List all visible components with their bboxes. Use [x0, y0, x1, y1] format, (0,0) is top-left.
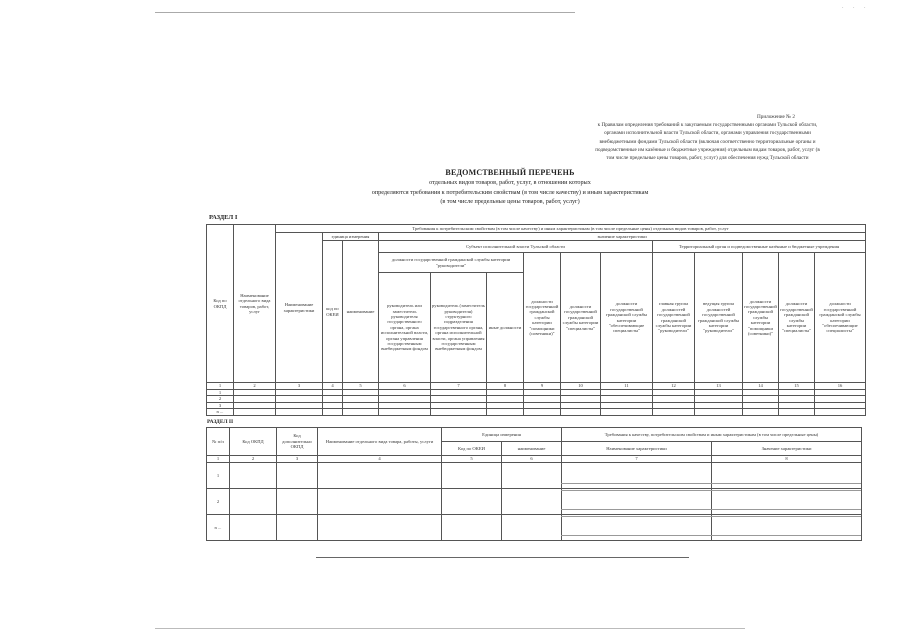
header-okei: Код по ОКЕИ — [442, 442, 502, 456]
header-col14: должности государственной гражданской службы категории "помощники (советники)" — [743, 253, 779, 383]
row-number: 1 — [207, 463, 230, 489]
row-number: n ... — [207, 515, 230, 541]
header-leaders: должности государственной гражданской службы категории "руководители" — [379, 253, 524, 273]
col-number: 1 — [207, 383, 234, 390]
top-right-specks: . . . — [842, 4, 870, 10]
appendix-line: том числе предельные цены товаров, работ, услуг) для обеспечения нужд Тульской области — [606, 155, 809, 162]
header-col6: руководитель или заместитель руководителя государственного органа, органа исполнительной власти, органа управления государственным внебюджетным фондом — [379, 273, 431, 383]
appendix-line: органами исполнительной власти Тульской области, органами управления государственными — [604, 130, 811, 137]
section-1-label: РАЗДЕЛ I — [209, 214, 238, 221]
row-number: n ... — [207, 409, 234, 415]
col-number: 7 — [431, 383, 487, 390]
col-number: 8 — [712, 456, 862, 463]
col-number: 3 — [276, 383, 323, 390]
header-col15: должности государственной гражданской службы категории "специалисты" — [779, 253, 815, 383]
header-col10: должности государственной гражданской службы категории "специалисты" — [561, 253, 601, 383]
col-number: 5 — [343, 383, 379, 390]
section-2-table — [206, 427, 862, 541]
document-subtitle-line: определяются требования к потребительским свойствам (в том числе качеству) и иным характеристикам — [371, 188, 649, 196]
appendix-header — [560, 113, 855, 162]
col-number: 1 — [207, 456, 230, 463]
subrow-line — [561, 535, 861, 536]
header-value: значение характеристики — [379, 233, 866, 241]
col-number: 5 — [442, 456, 502, 463]
col-number: 9 — [524, 383, 561, 390]
col-number: 8 — [487, 383, 524, 390]
col-number: 2 — [234, 383, 276, 390]
header-characteristic: Наименование характеристики — [562, 442, 712, 456]
subrow-line — [561, 509, 861, 510]
header-unit: Единица измерения — [442, 428, 562, 442]
col-number: 12 — [653, 383, 695, 390]
header-col11: должности государственной гражданской службы категории "обеспечивающие специалисты" — [601, 253, 653, 383]
subrow-line — [561, 483, 861, 484]
header-unit-name: наименование — [343, 241, 379, 383]
col-number: 7 — [562, 456, 712, 463]
col-number: 6 — [502, 456, 562, 463]
col-number: 2 — [230, 456, 277, 463]
table-column-numbers — [207, 383, 866, 390]
col-number: 4 — [318, 456, 442, 463]
appendix-line: к Правилам определения требований к закупаемым государственными органами Тульской области, — [597, 122, 818, 129]
table-row — [207, 515, 862, 541]
header-unit-name: наименование — [502, 442, 562, 456]
header-okei: код по ОКЕИ — [323, 241, 343, 383]
bottom-rule — [155, 628, 745, 629]
document-title — [370, 168, 650, 207]
appendix-line: подведомственные им казённые и бюджетные учреждения) отдельным видам товаров, работ, услуг (в — [595, 146, 820, 153]
header-okpd: Код по ОКПД — [207, 225, 234, 383]
header-col8: иные должности — [487, 273, 524, 383]
header-requirements: Требования к потребительским свойствам (в том числе качеству) и иным характеристикам (в том числе предельные цены) отдельных видов товаров, работ, услуг — [276, 225, 866, 233]
col-number: 10 — [561, 383, 601, 390]
col-number: 13 — [695, 383, 743, 390]
appendix-title: Приложение № 2 — [757, 114, 795, 120]
header-col12: главная группа должностей государственной гражданской службы категории "руководители" — [653, 253, 695, 383]
header-unit: единица измерения — [323, 233, 379, 241]
header-item-name: Наименование отдельного вида товара, работы, услуги — [318, 428, 442, 456]
header-no: № п/п — [207, 428, 230, 456]
document-subtitle-line: отдельных видов товаров, работ, услуг, в отношении которых — [429, 179, 591, 186]
appendix-line: внебюджетными фондами Тульской области (включая соответственно территориальные органы и — [599, 138, 816, 145]
header-subordinate: Территориальный орган и подведомственные казённые и бюджетные учреждения — [653, 241, 866, 253]
row-number: 2 — [207, 489, 230, 515]
table-row — [207, 409, 866, 415]
top-rule — [155, 12, 575, 13]
header-okpd: Код ОКПД — [230, 428, 277, 456]
row-number: 3 — [207, 402, 234, 408]
document-title-main: ВЕДОМСТВЕННЫЙ ПЕРЕЧЕНЬ — [445, 168, 575, 177]
section-1-table — [206, 224, 866, 416]
subrow-line — [561, 490, 861, 491]
header-col7: руководитель (заместитель руководителя) структурного подразделения государственного органа, органа исполнительной власти, органа управления государственным внебюджетным фондом — [431, 273, 487, 383]
header-col13: ведущая группа должностей государственной гражданской службы категории "руководители" — [695, 253, 743, 383]
table-column-numbers — [207, 456, 862, 463]
header-subject: Субъект исполнительной власти Тульской области — [379, 241, 653, 253]
col-number: 3 — [277, 456, 318, 463]
header-col16: должности государственной гражданской службы категории "обеспечивающие специалисты" — [815, 253, 866, 383]
header-item-name: Наименование отдельного вида товаров, работ, услуг — [234, 225, 276, 383]
col-number: 6 — [379, 383, 431, 390]
col-number: 15 — [779, 383, 815, 390]
table-row — [207, 489, 862, 515]
col-number: 14 — [743, 383, 779, 390]
subrow-line — [561, 516, 861, 517]
signature-line — [316, 557, 689, 558]
header-value: Значение характеристики — [712, 442, 862, 456]
row-number: 2 — [207, 396, 234, 402]
header-requirements: Требования к качеству, потребительским свойствам и иным характеристикам (в том числе предельные цены) — [562, 428, 862, 442]
header-characteristic: Наименование характеристики — [276, 233, 323, 383]
document-subtitle-line: (в том числе предельные цены товаров, работ, услуг) — [440, 198, 580, 205]
col-number: 16 — [815, 383, 866, 390]
section-2-label: РАЗДЕЛ II — [207, 419, 234, 425]
row-number: 1 — [207, 390, 234, 396]
header-col9: должности государственной гражданской службы категории "помощники (советники)" — [524, 253, 561, 383]
header-okpd-extra: Код дополнительно ОКПД — [277, 428, 318, 456]
table-row — [207, 463, 862, 489]
col-number: 11 — [601, 383, 653, 390]
col-number: 4 — [323, 383, 343, 390]
